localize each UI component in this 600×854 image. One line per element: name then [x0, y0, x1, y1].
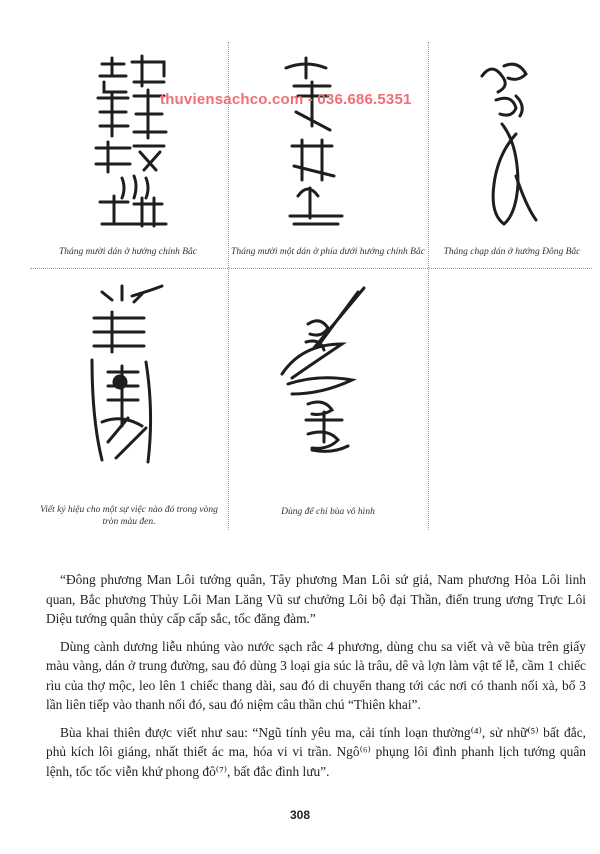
body-text [46, 570, 586, 789]
grid-divider [228, 42, 229, 530]
caption-4: Viết ký hiệu cho một sự việc nào đó trong vòng tròn màu đen. [40, 505, 218, 527]
talisman-glyph-1 [82, 52, 182, 232]
caption-5: Dùng để chỉ bùa vô hình [281, 507, 375, 517]
paragraph: Dùng cành dương liễu nhúng vào nước sạch rắc 4 phương, dùng chu sa viết và vẽ bùa trên giấy màu vàng, dán ở trung đường, sau đó dùng 3 loại gia súc là trâu, dê và lợn làm vật tế lễ, cầm 1 chiếc rìu của thợ mộc, leo lên 1 chiếc thang dài, sau đó di chuyển thang tới các nơi có thanh nối xà, bổ 3 lần liên tiếp vào thanh nối đó, sau đó niệm câu thần chú “Thiên khai”. [46, 638, 586, 712]
talisman-glyph-5 [278, 284, 370, 464]
watermark: thuviensachco.com - 036.686.5351 [160, 91, 412, 108]
caption-1: Tháng mười dán ở hướng chính Bắc [59, 247, 197, 257]
grid-divider [30, 268, 592, 269]
grid-divider [428, 42, 429, 530]
paragraph: Bùa khai thiên được viết như sau: “Ngũ tính yêu ma, cải tính loạn thường⁽⁴⁾, sử nhữ⁽⁵⁾ bất đắc, phủ kích lôi giáng, nhất thiết ác ma, hóa vi vi trần. Ngô⁽⁶⁾ phụng lôi đình phanh lịch tướng quân lệnh, tốc tốc viễn khứ phong đô⁽⁷⁾, bất đắc đình lưu”. [46, 724, 586, 779]
caption-2: Tháng mười một dán ở phía dưới hướng chính Bắc [231, 247, 425, 257]
talisman-glyph-2 [278, 56, 358, 232]
talisman-glyph-3 [476, 56, 556, 236]
paragraph: “Đông phương Man Lôi tướng quân, Tây phương Man Lôi sứ giả, Nam phương Hỏa Lôi linh quan, Bắc phương Thủy Lôi Man Lăng Vũ sư chưởng Lôi bộ đại Thần, điển trung ương Trực Lôi Diệu tướng quân thủy cấp cấp sắc, tốc đăng đàm.” [46, 572, 586, 626]
caption-3: Tháng chạp dán ở hướng Đông Bắc [443, 247, 581, 257]
page-number: 308 [289, 808, 311, 822]
talisman-glyph-4 [72, 282, 172, 482]
